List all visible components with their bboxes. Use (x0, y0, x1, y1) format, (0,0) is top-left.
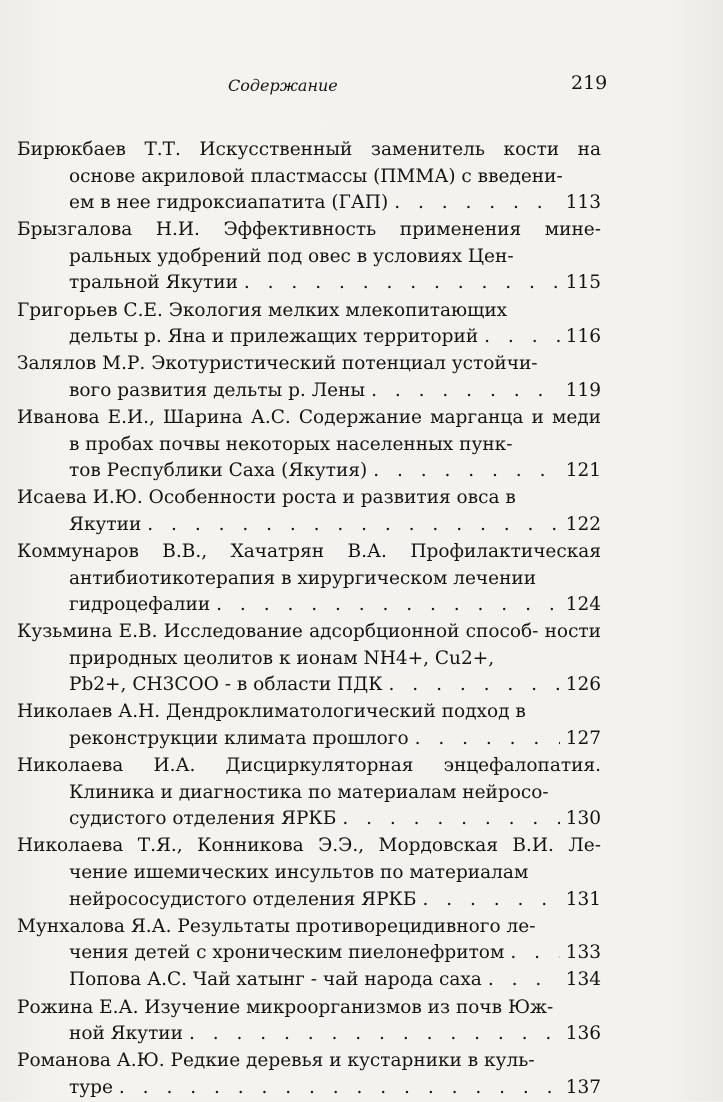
toc-entry-last-line: тральной Якутии (69, 272, 238, 294)
dot-leader (394, 190, 559, 217)
dot-leader (373, 458, 559, 485)
toc-entry-page: 131 (565, 888, 601, 910)
toc-entry-text: Иванова Е.И., Шарина А.С. Содержание марганца и меди в пробах почвы некоторых населенных пунк- (17, 406, 601, 455)
toc-entry-page: 121 (565, 460, 601, 482)
toc-entry-page: 124 (565, 594, 601, 616)
toc-entry-last-line: тов Республики Саха (Якутия) (69, 460, 368, 482)
dot-leader (147, 512, 559, 539)
toc-entry-text: Бирюкбаев Т.Т. Искусственный заменитель кости на основе акриловой пластмассы (ПММА) с введени- (17, 139, 601, 187)
toc-entry-page: 136 (565, 1023, 601, 1045)
toc-entry (17, 914, 601, 967)
dot-leader (389, 672, 560, 699)
toc-entry-text: Рожина Е.А. Изучение микроорганизмов из почв Юж- (17, 996, 554, 1018)
toc-entry (17, 753, 601, 833)
toc-entry-last-line: нейрососудистого отделения ЯРКБ (69, 888, 417, 910)
toc-entry-text: Григорьев С.Е. Экология мелких млекопитающих (17, 299, 508, 321)
toc-entry-last-line: гидроцефалии (69, 594, 211, 616)
toc-entry-text: Мунхалова Я.А. Результаты противорецидивного ле- (17, 915, 536, 937)
dot-leader (422, 887, 559, 914)
dot-leader (342, 806, 559, 833)
toc-entry-last-line: вого развития дельты р. Лены (69, 379, 366, 401)
dot-leader (244, 270, 560, 297)
toc-entry-text: Романова А.Ю. Редкие деревья и кустарники в куль- (17, 1050, 535, 1072)
toc-entry-text: Николаев А.Н. Дендроклиматологический подход в (17, 701, 526, 723)
toc-entry (17, 833, 601, 913)
toc-entry-page: 122 (565, 513, 601, 535)
toc-entry (17, 699, 601, 752)
table-of-contents (17, 137, 601, 1102)
toc-entry (17, 351, 601, 404)
toc-entry (17, 539, 601, 619)
toc-entry (17, 995, 601, 1048)
dot-leader (488, 967, 560, 994)
toc-entry-page: 126 (565, 674, 601, 696)
dot-leader (510, 940, 559, 967)
toc-entry-last-line: туре (69, 1076, 113, 1098)
toc-entry-text: Николаева И.А. Дисциркуляторная энцефалопатия. Клиника и диагностика по материалам нейросо- (17, 755, 601, 803)
toc-entry-text: Брызгалова Н.И. Эффективность применения мине- ральных удобрений под овес в условиях Цен- (17, 219, 601, 267)
toc-entry-page: 127 (565, 728, 601, 750)
page-number: 219 (571, 72, 608, 94)
toc-entry-last-line: реконструкции климата прошлого (69, 728, 409, 750)
toc-entry-text: Кузьмина Е.В. Исследование адсорбционной способ- ности природных цеолитов к ионам NH4+, Cu2+, (17, 621, 601, 669)
toc-entry-last-line: Попова А.С. Чай хатынг - чай народа саха (69, 969, 482, 991)
dot-leader (415, 726, 560, 753)
toc-entry-page: 134 (565, 969, 601, 991)
toc-entry (17, 967, 601, 994)
toc-entry (17, 485, 601, 538)
toc-entry (17, 619, 601, 699)
toc-entry-page: 113 (565, 192, 601, 214)
toc-entry-last-line: ем в нее гидроксиапатита (ГАП) (69, 192, 389, 214)
dot-leader (189, 1021, 560, 1048)
toc-entry (17, 137, 601, 217)
toc-entry-last-line: Якутии (69, 513, 142, 535)
toc-entry-text: Коммунаров В.В., Хачатрян В.А. Профилактическая антибиотикотерапия в хирургическом лечении (17, 540, 601, 589)
page-header (0, 72, 723, 102)
toc-entry-last-line: дельты р. Яна и прилежащих территорий (69, 326, 479, 348)
toc-entry (17, 405, 601, 485)
toc-entry-last-line: судистого отделения ЯРКБ (69, 808, 337, 830)
toc-entry (17, 298, 601, 351)
running-title: Содержание (228, 76, 338, 95)
toc-entry-last-line: чения детей с хроническим пиелонефритом (69, 942, 505, 964)
dot-leader (484, 324, 560, 351)
toc-entry-text: Исаева И.Ю. Особенности роста и развития овса в (17, 487, 516, 509)
dot-leader (371, 378, 560, 405)
toc-entry-page: 116 (565, 326, 601, 348)
toc-entry-page: 137 (565, 1076, 601, 1098)
toc-entry (17, 1048, 601, 1101)
dot-leader (119, 1075, 560, 1102)
toc-entry-page: 115 (565, 272, 601, 294)
toc-entry-text: Николаева Т.Я., Конникова Э.Э., Мордовская В.И. Ле- чение ишемических инсультов по материалам (17, 835, 601, 884)
dot-leader (216, 592, 560, 619)
toc-entry-page: 130 (565, 808, 601, 830)
toc-entry-page: 119 (565, 379, 601, 401)
toc-entry (17, 217, 601, 297)
toc-entry-last-line: ной Якутии (69, 1023, 183, 1045)
toc-entry-page: 133 (565, 942, 601, 964)
toc-entry-text: Залялов М.Р. Экотуристический потенциал устойчи- (17, 353, 538, 375)
toc-entry-last-line: Pb2+, CH3COO - в области ПДК (69, 674, 383, 696)
